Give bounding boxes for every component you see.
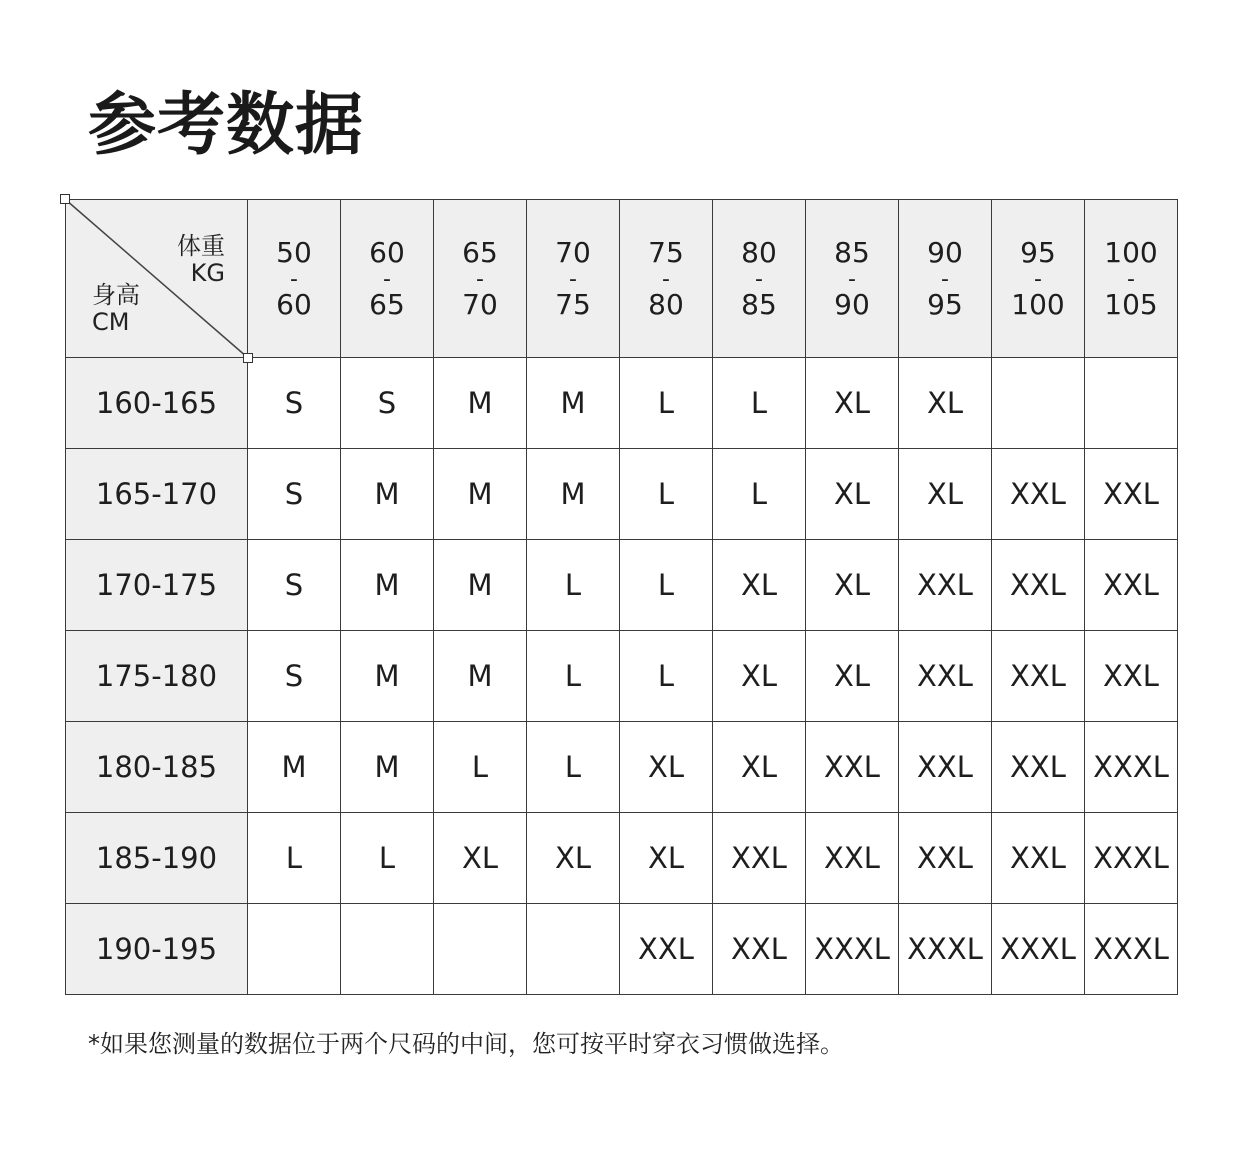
weight-range-separator: - (848, 266, 856, 292)
weight-axis-label (177, 233, 225, 287)
height-row-header: 165-170 (66, 449, 248, 540)
size-cell: XXL (992, 722, 1085, 813)
size-cell (1085, 358, 1178, 449)
size-cell: S (248, 449, 341, 540)
table-row (66, 631, 1178, 722)
corner-handle-top-left (60, 194, 70, 204)
weight-column-header (434, 200, 527, 358)
weight-range-separator: - (383, 266, 391, 292)
weight-range-to: 85 (741, 287, 777, 321)
size-cell: XL (713, 631, 806, 722)
weight-unit: KG (190, 259, 225, 287)
weight-range-to: 80 (648, 287, 684, 321)
height-row-header: 190-195 (66, 904, 248, 995)
weight-column-header (1085, 200, 1178, 358)
size-cell: M (434, 540, 527, 631)
size-cell: XXL (899, 631, 992, 722)
size-cell: XL (620, 813, 713, 904)
weight-column-header (806, 200, 899, 358)
table-row (66, 449, 1178, 540)
size-cell: XL (806, 358, 899, 449)
weight-range-separator: - (1034, 266, 1042, 292)
size-cell: XXL (620, 904, 713, 995)
weight-range-to: 105 (1104, 287, 1158, 321)
size-cell: XL (806, 540, 899, 631)
size-cell: XL (899, 358, 992, 449)
size-cell: M (341, 449, 434, 540)
size-cell: XXL (1085, 540, 1178, 631)
size-cell: M (341, 540, 434, 631)
size-cell: XXL (992, 631, 1085, 722)
page-title: 参考数据 (88, 86, 365, 165)
table-row (66, 813, 1178, 904)
weight-header-row (66, 200, 1178, 358)
size-cell: L (620, 540, 713, 631)
table-row (66, 358, 1178, 449)
size-cell: XXL (713, 904, 806, 995)
size-cell: M (434, 449, 527, 540)
size-cell: L (527, 540, 620, 631)
size-cell (434, 904, 527, 995)
weight-range-from: 100 (1104, 235, 1158, 269)
weight-range-from: 50 (276, 235, 312, 269)
size-cell: XXL (992, 540, 1085, 631)
height-unit: CM (92, 308, 130, 336)
footnote: *如果您测量的数据位于两个尺码的中间，您可按平时穿衣习惯做选择。 (88, 1030, 844, 1058)
corner-header-cell (66, 200, 248, 358)
size-cell: L (248, 813, 341, 904)
size-cell (248, 904, 341, 995)
weight-column-header (713, 200, 806, 358)
size-cell: S (248, 540, 341, 631)
size-cell: XXXL (1085, 904, 1178, 995)
height-row-header: 170-175 (66, 540, 248, 631)
weight-range-to: 65 (369, 287, 405, 321)
weight-range-to: 60 (276, 287, 312, 321)
size-cell: XXL (992, 813, 1085, 904)
size-cell: XXXL (1085, 813, 1178, 904)
height-axis-label (92, 282, 140, 336)
weight-range-from: 90 (927, 235, 963, 269)
size-cell: XXL (806, 722, 899, 813)
weight-range-separator: - (941, 266, 949, 292)
table-row (66, 904, 1178, 995)
weight-column-header (899, 200, 992, 358)
weight-column-header (620, 200, 713, 358)
height-row-header: 180-185 (66, 722, 248, 813)
size-cell: XL (713, 540, 806, 631)
size-cell: M (434, 358, 527, 449)
weight-range-to: 70 (462, 287, 498, 321)
size-cell: XXL (992, 449, 1085, 540)
size-cell: XL (899, 449, 992, 540)
weight-column-header (527, 200, 620, 358)
height-label: 身高 (92, 281, 140, 309)
height-row-header: 175-180 (66, 631, 248, 722)
weight-range-separator: - (755, 266, 763, 292)
weight-column-header (248, 200, 341, 358)
weight-range-to: 90 (834, 287, 870, 321)
size-cell: L (713, 449, 806, 540)
size-cell: L (341, 813, 434, 904)
height-row-header: 160-165 (66, 358, 248, 449)
size-cell: XXL (1085, 449, 1178, 540)
size-cell: M (527, 449, 620, 540)
size-cell: L (713, 358, 806, 449)
size-cell (992, 358, 1085, 449)
weight-range-separator: - (290, 266, 298, 292)
weight-range-from: 75 (648, 235, 684, 269)
weight-range-separator: - (476, 266, 484, 292)
size-cell: L (620, 449, 713, 540)
size-cell (527, 904, 620, 995)
size-cell: XXXL (899, 904, 992, 995)
corner-handle-bottom-right (243, 353, 253, 363)
weight-column-header (992, 200, 1085, 358)
size-cell: XXXL (806, 904, 899, 995)
size-cell: L (620, 631, 713, 722)
size-cell: M (527, 358, 620, 449)
size-cell: S (248, 631, 341, 722)
weight-range-separator: - (569, 266, 577, 292)
size-cell: XXL (1085, 631, 1178, 722)
size-cell: M (434, 631, 527, 722)
weight-range-from: 95 (1020, 235, 1056, 269)
weight-label: 体重 (177, 232, 225, 260)
size-cell: XXL (899, 813, 992, 904)
table-row (66, 540, 1178, 631)
weight-range-from: 65 (462, 235, 498, 269)
size-cell: M (341, 631, 434, 722)
weight-range-to: 100 (1011, 287, 1065, 321)
size-cell: L (620, 358, 713, 449)
size-cell: XXL (899, 540, 992, 631)
size-cell: XL (527, 813, 620, 904)
size-cell: XXXL (1085, 722, 1178, 813)
weight-range-separator: - (1127, 266, 1135, 292)
size-cell: XL (806, 449, 899, 540)
size-cell: XXL (899, 722, 992, 813)
size-cell: XL (713, 722, 806, 813)
size-cell: M (248, 722, 341, 813)
size-cell: S (248, 358, 341, 449)
size-cell: L (527, 631, 620, 722)
weight-column-header (341, 200, 434, 358)
weight-range-separator: - (662, 266, 670, 292)
size-cell: M (341, 722, 434, 813)
size-chart-table (65, 199, 1178, 995)
weight-range-from: 70 (555, 235, 591, 269)
size-cell: XL (620, 722, 713, 813)
table-row (66, 722, 1178, 813)
size-cell: XL (806, 631, 899, 722)
weight-range-to: 95 (927, 287, 963, 321)
weight-range-from: 85 (834, 235, 870, 269)
size-cell: XXL (806, 813, 899, 904)
weight-range-from: 60 (369, 235, 405, 269)
size-cell: L (434, 722, 527, 813)
size-cell: S (341, 358, 434, 449)
size-cell (341, 904, 434, 995)
weight-range-from: 80 (741, 235, 777, 269)
size-cell: XL (434, 813, 527, 904)
size-cell: XXXL (992, 904, 1085, 995)
height-row-header: 185-190 (66, 813, 248, 904)
weight-range-to: 75 (555, 287, 591, 321)
size-cell: XXL (713, 813, 806, 904)
size-cell: L (527, 722, 620, 813)
